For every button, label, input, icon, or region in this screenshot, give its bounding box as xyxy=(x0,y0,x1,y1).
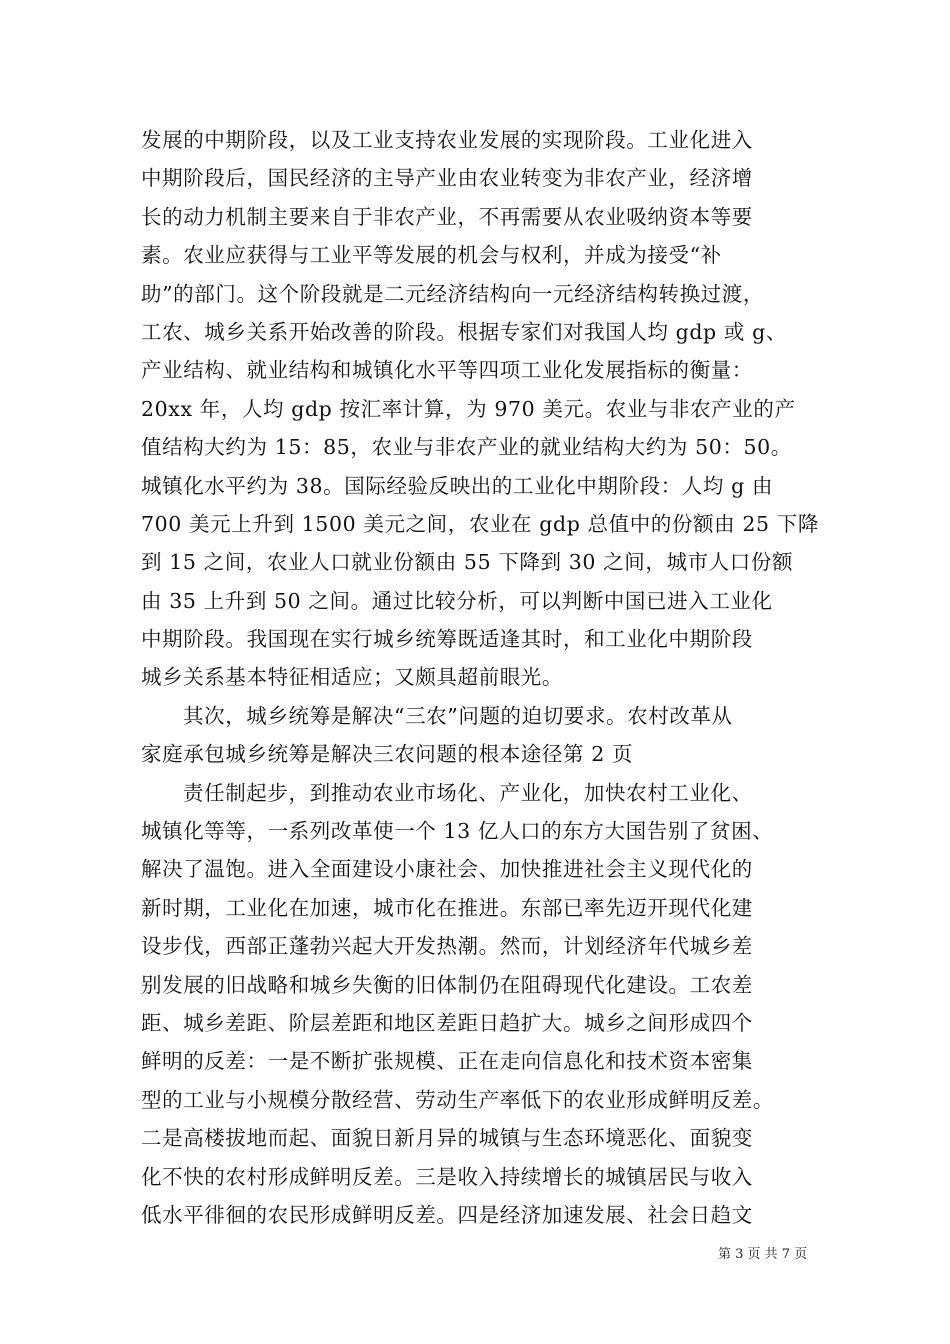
text-line: 距、城乡差距、阶层差距和地区差距日趋扩大。城乡之间形成四个 xyxy=(141,1010,753,1035)
text-line: 低水平徘徊的农民形成鲜明反差。四是经济加速发展、社会日趋文 xyxy=(141,1202,753,1227)
page-number-footer: 第 3 页 共 7 页 xyxy=(718,1247,808,1262)
text-line: 产业结构、就业结构和城镇化水平等四项工业化发展指标的衡量： xyxy=(141,358,753,383)
text-line: 700 美元上升到 1500 美元之间，农业在 gdp 总值中的份额由 25 下降 xyxy=(141,511,819,536)
text-line: 中期阶段。我国现在实行城乡统筹既适逢其时，和工业化中期阶段 xyxy=(141,627,753,652)
text-line: 城乡关系基本特征相适应；又颇具超前眼光。 xyxy=(141,665,563,690)
text-line: 二是高楼拔地而起、面貌日新月异的城镇与生态环境恶化、面貌变 xyxy=(141,1126,753,1151)
text-line: 素。农业应获得与工业平等发展的机会与权利，并成为接受“补 xyxy=(141,243,722,268)
text-line: 城镇化等等，一系列改革使一个 13 亿人口的东方大国告别了贫困、 xyxy=(141,819,774,844)
text-line: 型的工业与小规模分散经营、劳动生产率低下的农业形成鲜明反差。 xyxy=(141,1087,774,1112)
text-line: 助”的部门。这个阶段就是二元经济结构向一元经济结构转换过渡， xyxy=(141,281,764,306)
text-line: 解决了温饱。进入全面建设小康社会、加快推进社会主义现代化的 xyxy=(141,857,753,882)
text-line: 鲜明的反差：一是不断扩张规模、正在走向信息化和技术资本密集 xyxy=(141,1049,753,1074)
text-line: 长的动力机制主要来自于非农产业，不再需要从农业吸纳资本等要 xyxy=(141,204,753,229)
text-line: 工农、城乡关系开始改善的阶段。根据专家们对我国人均 gdp 或 g、 xyxy=(141,319,787,344)
text-line: 其次，城乡统筹是解决“三农”问题的迫切要求。农村改革从 xyxy=(183,703,733,728)
text-line: 中期阶段后，国民经济的主导产业由农业转变为非农产业，经济增 xyxy=(141,166,753,191)
text-line: 新时期，工业化在加速，城市化在推进。东部已率先迈开现代化建 xyxy=(141,895,753,920)
text-line: 别发展的旧战略和城乡失衡的旧体制仍在阻碍现代化建设。工农差 xyxy=(141,972,753,997)
text-line: 20xx 年，人均 gdp 按汇率计算，为 970 美元。农业与非农产业的产 xyxy=(141,396,796,421)
text-line: 化不快的农村形成鲜明反差。三是收入持续增长的城镇居民与收入 xyxy=(141,1164,753,1189)
text-line: 值结构大约为 15：85，农业与非农产业的就业结构大约为 50：50。 xyxy=(141,435,792,460)
text-line: 家庭承包城乡统筹是解决三农问题的根本途径第 2 页 xyxy=(141,742,634,767)
text-line: 设步伐，西部正蓬勃兴起大开发热潮。然而，计划经济年代城乡差 xyxy=(141,934,753,959)
text-line: 由 35 上升到 50 之间。通过比较分析，可以判断中国已进入工业化 xyxy=(141,588,773,613)
text-line: 城镇化水平约为 38。国际经验反映出的工业化中期阶段：人均 g 由 xyxy=(141,473,774,498)
body-text xyxy=(141,121,821,1234)
text-line: 责任制起步，到推动农业市场化、产业化，加快农村工业化、 xyxy=(183,780,753,805)
text-line: 发展的中期阶段，以及工业支持农业发展的实现阶段。工业化进入 xyxy=(141,128,753,152)
text-line: 到 15 之间，农业人口就业份额由 55 下降到 30 之间，城市人口份额 xyxy=(141,550,794,575)
